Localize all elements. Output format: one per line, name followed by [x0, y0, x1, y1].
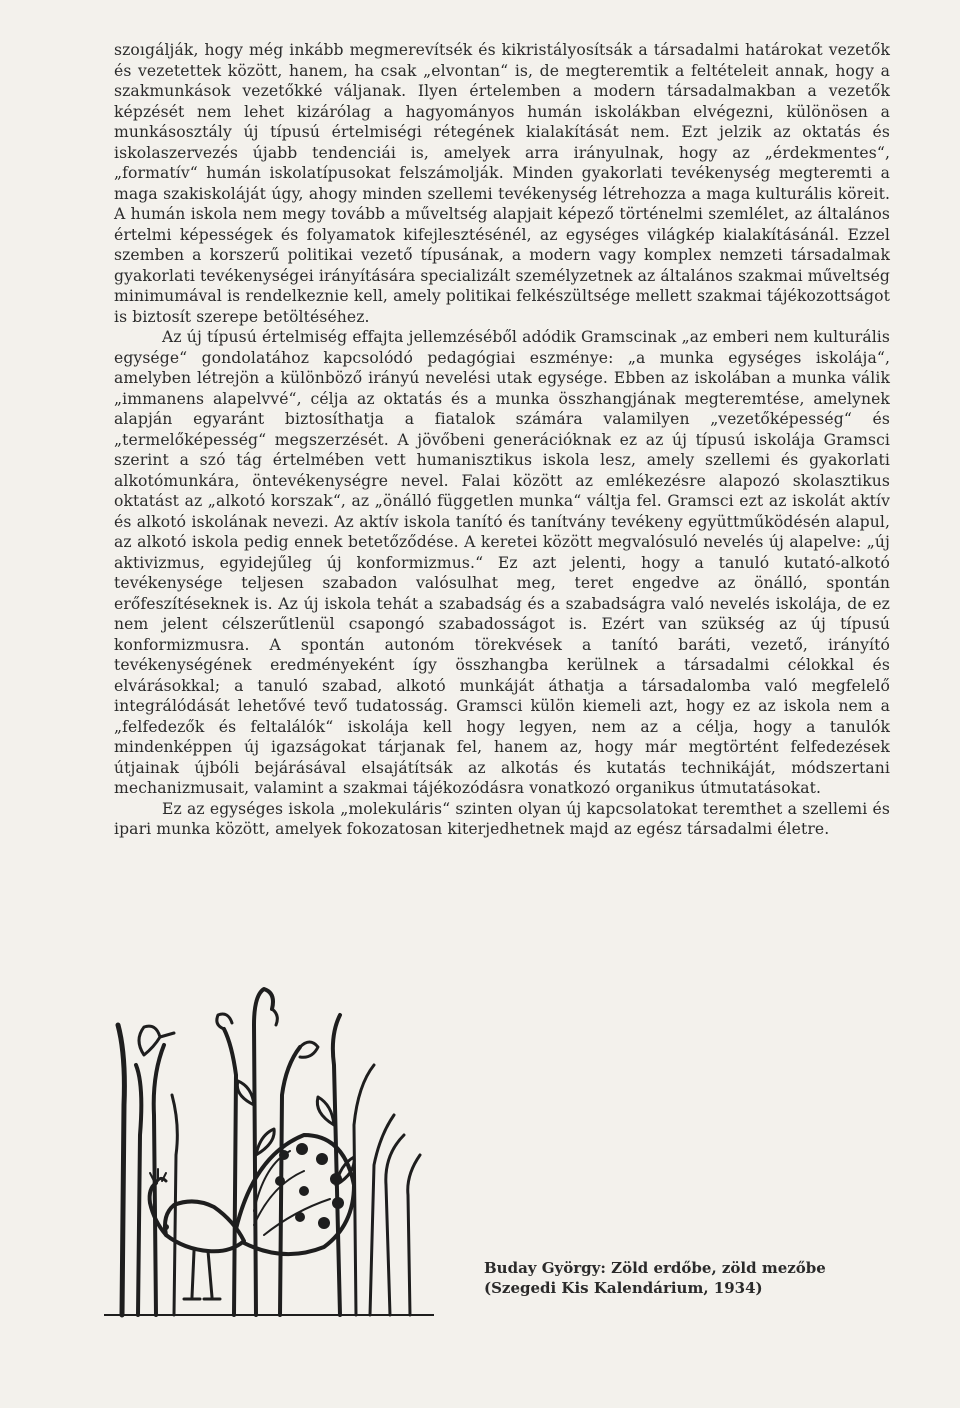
- paragraph-3: Ez az egységes iskola „molekuláris“ szinten olyan új kapcsolatokat teremthet a szellemi és ipari munka között, amelyek fokozatosan kiterjedhetnek majd az egész társadalmi életre.: [114, 799, 890, 838]
- illustration-caption: [484, 1258, 904, 1298]
- body-text: [114, 40, 890, 840]
- paragraph-1: szoıgálják, hogy még inkább megmerevítsék és kikristályosítsák a társadalmi határokat vezetők és vezetettek között, hanem, ha csak „elvontan“ is, de megteremtik a feltételeit annak, hogy a szakmunkások vezetőkké váljanak. Ilyen értelemben a modern társadalmakban a vezetők képzését nem lehet kizárólag a hagyományos humán iskolákban elvégezni, különösen a munkásosztály új típusú értelmiségi rétegének kialakítását nem. Ezt jelzik az oktatás és iskolaszervezés újabb tendenciái is, amelyek arra irányulnak, hogy az „érdekmentes“, „formatív“ humán iskolatípusokat felszámolják. Minden gyakorlati tevékenység megteremti a maga szakiskoláját úgy, ahogy minden szellemi tevékenység létrehozza a maga kulturális köreit. A humán iskola nem megy tovább a műveltség alapjait képező történelmi szemlélet, az általános értelmi képességek és folyamatok kifejlesztésénél, az egységes világkép kialakításánál. Ezzel szemben a korszerű politikai vezető típusának, a modern vagy komplex nemzeti társadalmak gyakorlati tevékenységei irányítására specializált személyzetnek az általános szakmai műveltség minimumával is rendelkeznie kell, amely politikai felkészültsége mellett szakmai tájékozottságot is biztosít szerepe betöltéséhez.: [114, 41, 890, 326]
- caption-source: (Szegedi Kis Kalendárium, 1934): [484, 1279, 763, 1297]
- caption-title: Buday György: Zöld erdőbe, zöld mezőbe: [484, 1259, 826, 1277]
- paragraph-2: Az új típusú értelmiség effajta jellemzéséből adódik Gramscinak „az emberi nem kulturális egysége“ gondolatához kapcsolódó pedagógiai eszménye: „a munka egységes iskolája“, amelyben létrejön a különböző irányú nevelési utak egysége. Ebben az iskolában a munka válik „immanens alapelvvé“, célja az oktatás és a munka összhangjának megteremtése, amelynek alapján egyaránt biztosíthatja a fiatalok számára valamilyen „vezetőképesség“ és „termelőképesség“ megszerzését. A jövőbeni generációknak ez az új típusú iskolája Gramsci szerint a szó tág értelmében vett humanisztikus iskola lesz, amely szellemi és gyakorlati alkotómunkára, öntevékenységre nevel. Falai között az emlékezésre alapozó skolasztikus oktatást az „alkotó korszak“, az „önálló független munka“ váltja fel. Gramsci ezt az iskolát aktív és alkotó iskolának nevezi. Az aktív iskola tanító és tanítvány tevékeny együttműködésén alapul, az alkotó iskola pedig ennek betetőződése. A keretei között megvalósuló nevelés új alapelve: „új aktivizmus, egyidejűleg új konformizmus.“ Ez azt jelenti, hogy a tanuló kutató-alkotó tevékenysége teljesen szabadon valósulhat meg, teret engedve az önálló, spontán erőfeszítéseknek is. Az új iskola tehát a szabadság és a szabadságra való nevelés iskolája, de ez nem jelent célszerűtlenül csapongó szabadosságot is. Ezért van szükség az új típusú konformizmusra. A spontán autonóm törekvések a tanító baráti, vezető, irányító tevékenységének eredményeként így összhangba kerülnek a társadalmi célokkal és elvárásokkal; a tanuló szabad, alkotó munkáját áthatja a társadalomba való megfelelő integrálódását lehetővé tevő tudatosság. Gramsci külön kiemeli azt, hogy ez az iskola nem a „felfedezők és feltalálók“ iskolája kell hogy legyen, nem az a célja, hogy a tanulók mindenképpen új igazságokat tárjanak fel, hanem az, hogy már megtörtént felfedezések útjainak újbóli bejárásával elsajátítsák az alkotás és kutatás technikáját, módszertani mechanizmusait, valamint a szakmai tájékozódásra vonatkozó organikus útmutatásokat.: [114, 328, 890, 797]
- woodcut-illustration: [104, 985, 434, 1320]
